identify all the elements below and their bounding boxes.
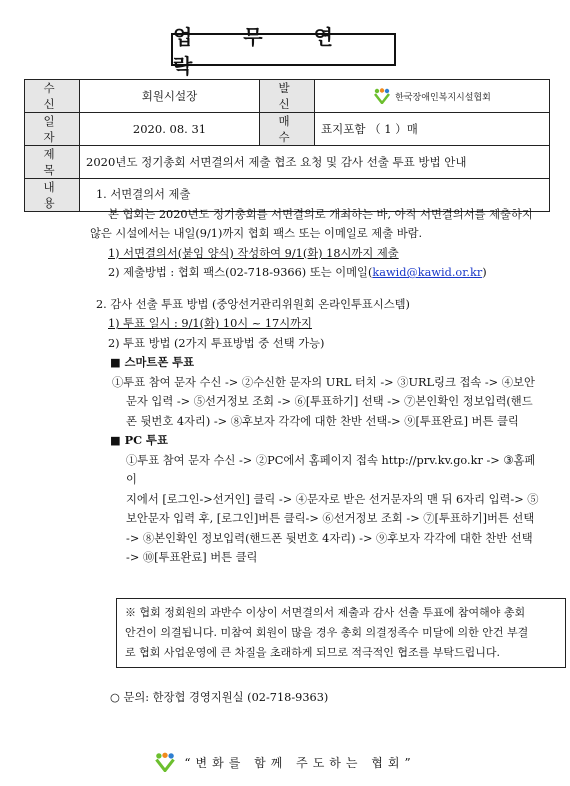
content-cell (80, 179, 550, 704)
sender-label: 발 신 (260, 80, 315, 113)
section2-title-suffix: (중앙선거관리위원회 온라인투표시스템) (208, 297, 410, 311)
section2-title-main: 2. 감사 선출 투표 방법 (96, 297, 209, 311)
pc-step-line5: -> ⑩[투표완료] 버튼 클릭 (126, 551, 258, 564)
notice-line3: 로 협회 사업운영에 큰 차질을 초래하게 되므로 적극적인 협조를 부탁드립니다. (125, 646, 500, 659)
section1-item2-prefix: 2) 제출방법 : 협회 팩스(02-718-9366) 또는 이메일( (108, 266, 373, 279)
pc-step-line1: ①투표 참여 문자 수신 -> ②PC에서 홈페이지 접속 http://prv.kv.go.kr -> ③홈페이 (126, 453, 536, 486)
section1-paragraph-line2: 않은 시설에서는 내일(9/1)까지 협회 팩스 또는 이메일로 제출 바람. (90, 227, 423, 240)
content-body (90, 185, 541, 568)
date-label: 일 자 (25, 113, 80, 146)
pages-label: 매 수 (260, 113, 315, 146)
subject-label: 제 목 (25, 146, 80, 179)
notice-box (116, 598, 566, 668)
memo-table (24, 79, 550, 704)
section2-title (90, 295, 541, 315)
section2-item2: 2) 투표 방법 (2가지 투표방법 중 선택 가능) (108, 336, 325, 350)
footer-slogan: “변화를 함께 주도하는 협회” (184, 755, 416, 770)
recipient-value: 회원시설장 (80, 80, 260, 113)
pc-step-line3: 보안문자 입력 후, [로그인]버튼 클릭-> ⑥선거정보 조회 -> ⑦[투표하기]버튼 선택 (126, 512, 535, 525)
subject-value: 2020년도 정기총회 서면결의서 제출 협조 요청 및 감사 선출 투표 방법 안내 (80, 146, 550, 179)
section1-item2 (90, 263, 541, 283)
pc-step-line2: 지에서 [로그인->선거인] 클릭 -> ④문자로 받은 선거문자의 맨 뒤 6자리 입력-> ⑤ (126, 492, 539, 506)
content-label: 내 용 (25, 179, 80, 212)
pages-value: 표지포함 （ 1 ）매 (315, 113, 550, 146)
sender-value (315, 80, 550, 113)
recipient-label: 수 신 (25, 80, 80, 113)
contact-info: ○ 문의: 한장협 경영지원실 (02-718-9363) (110, 691, 329, 704)
smartphone-step-line1: ①투표 참여 문자 수신 -> ②수신한 문자의 URL 터치 -> ③URL링크 접속 -> ④보안 (112, 375, 535, 389)
notice-line2: 안건이 의결됩니다. 미참여 회원이 많을 경우 총회 의결정족수 미달에 의한 안건 부결 (125, 626, 529, 639)
section1-title: 1. 서면결의서 제출 (96, 188, 191, 201)
section1-paragraph-line1: 본 협회는 2020년도 정기총회를 서면결의로 개최하는 바, 아직 서면결의서를 제출하지 (108, 207, 533, 221)
section2-item1: 1) 투표 일시 : 9/1(화) 10시 ~ 17시까지 (108, 317, 312, 330)
date-value: 2020. 08. 31 (80, 113, 260, 146)
pc-vote-title: ■ PC 투표 (110, 433, 168, 447)
association-logo-icon (373, 88, 391, 104)
smartphone-step-line2: 문자 입력 -> ⑤선거정보 조회 -> ⑥[투표하기] 선택 -> ⑦본인확인 정보입력(핸드 (126, 395, 533, 408)
pc-step-line4: -> ⑧본인확인 정보입력(핸드폰 뒷번호 4자리) -> ⑨후보자 각각에 대한 찬반 선택 (126, 531, 533, 545)
smartphone-step-line3: 폰 뒷번호 4자리) -> ⑧후보자 각각에 대한 찬반 선택-> ⑨[투표완료] 버튼 클릭 (126, 414, 519, 428)
section1-item2-suffix: ) (482, 266, 487, 279)
document-title: 업 무 연 락 (173, 24, 355, 78)
section1-item1: 1) 서면결의서(붙임 양식) 작성하여 9/1(화) 18시까지 제출 (108, 246, 399, 260)
smartphone-vote-title: ■ 스마트폰 투표 (110, 355, 195, 369)
document-title-box (171, 24, 396, 78)
sender-org-name: 한국장애인복지시설협회 (395, 92, 491, 103)
association-logo-icon (154, 752, 176, 772)
footer (0, 752, 570, 772)
notice-line1: ※ 협회 정회원의 과반수 이상이 서면결의서 제출과 감사 선출 투표에 참여해야 총회 (125, 606, 526, 619)
email-link[interactable]: kawid@kawid.or.kr (372, 266, 483, 279)
sender-logo (321, 88, 543, 104)
